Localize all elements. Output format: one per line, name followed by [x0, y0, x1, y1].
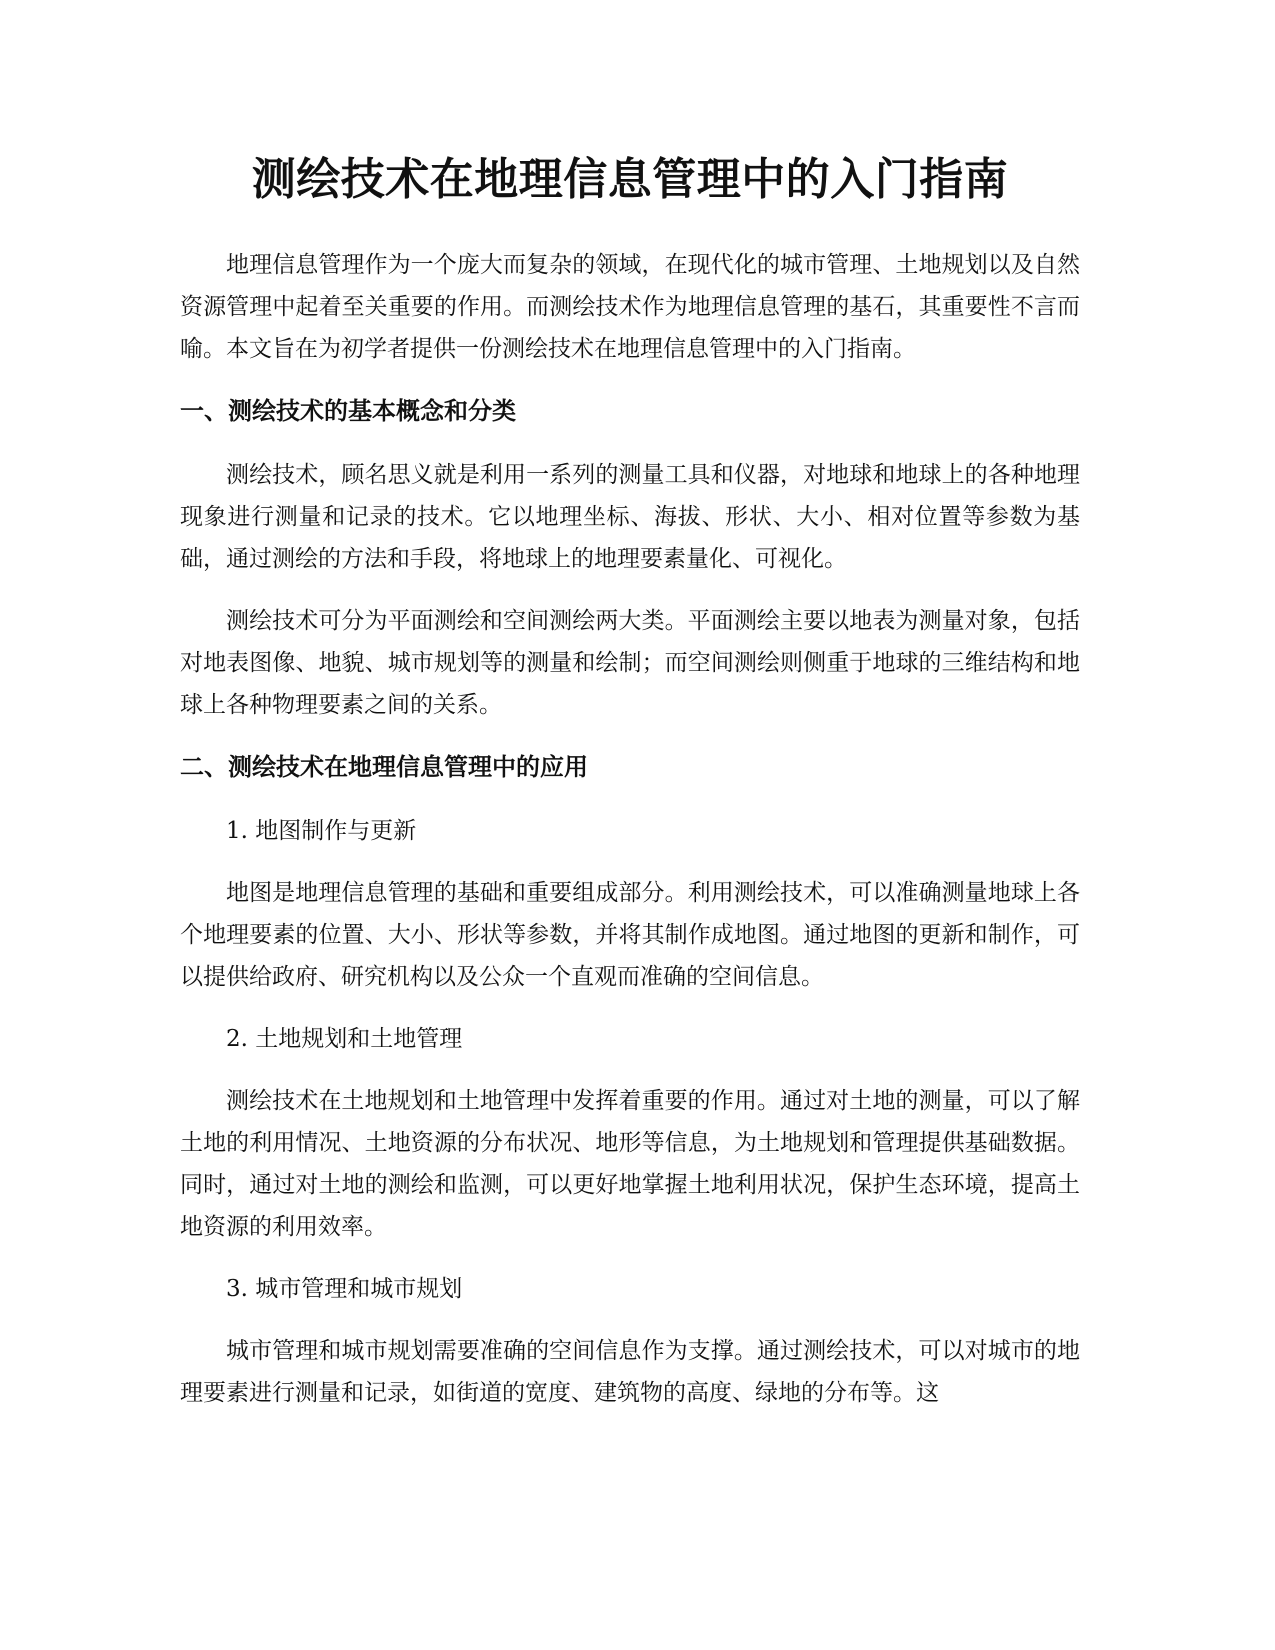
item-2-label: 2. 土地规划和土地管理 [226, 1026, 463, 1052]
section-2-heading: 二、测绘技术在地理信息管理中的应用 [180, 753, 588, 781]
document-title: 测绘技术在地理信息管理中的入门指南 [251, 154, 1009, 205]
item-1-label: 1. 地图制作与更新 [226, 818, 417, 844]
document-page [180, 150, 1080, 1434]
item-1-paragraph: 地图是地理信息管理的基础和重要组成部分。利用测绘技术，可以准确测量地球上各个地理要素的位置、大小、形状等参数，并将其制作成地图。通过地图的更新和制作，可以提供给政府、研究机构以及公众一个直观而准确的空间信息。 [180, 880, 1080, 990]
section-1-paragraph-1: 测绘技术，顾名思义就是利用一系列的测量工具和仪器，对地球和地球上的各种地理现象进行测量和记录的技术。它以地理坐标、海拔、形状、大小、相对位置等参数为基础，通过测绘的方法和手段，将地球上的地理要素量化、可视化。 [180, 462, 1080, 572]
section-1-paragraph-2: 测绘技术可分为平面测绘和空间测绘两大类。平面测绘主要以地表为测量对象，包括对地表图像、地貌、城市规划等的测量和绘制；而空间测绘则侧重于地球的三维结构和地球上各种物理要素之间的关系。 [180, 608, 1080, 718]
intro-paragraph: 地理信息管理作为一个庞大而复杂的领域，在现代化的城市管理、土地规划以及自然资源管理中起着至关重要的作用。而测绘技术作为地理信息管理的基石，其重要性不言而喻。本文旨在为初学者提供一份测绘技术在地理信息管理中的入门指南。 [180, 252, 1080, 362]
section-1-heading: 一、测绘技术的基本概念和分类 [180, 397, 516, 425]
item-3-paragraph: 城市管理和城市规划需要准确的空间信息作为支撑。通过测绘技术，可以对城市的地理要素进行测量和记录，如街道的宽度、建筑物的高度、绿地的分布等。这 [180, 1338, 1080, 1406]
item-2-paragraph: 测绘技术在土地规划和土地管理中发挥着重要的作用。通过对土地的测量，可以了解土地的利用情况、土地资源的分布状况、地形等信息，为土地规划和管理提供基础数据。同时，通过对土地的测绘和监测，可以更好地掌握土地利用状况，保护生态环境，提高土地资源的利用效率。 [180, 1088, 1080, 1240]
item-3-label: 3. 城市管理和城市规划 [226, 1276, 463, 1302]
